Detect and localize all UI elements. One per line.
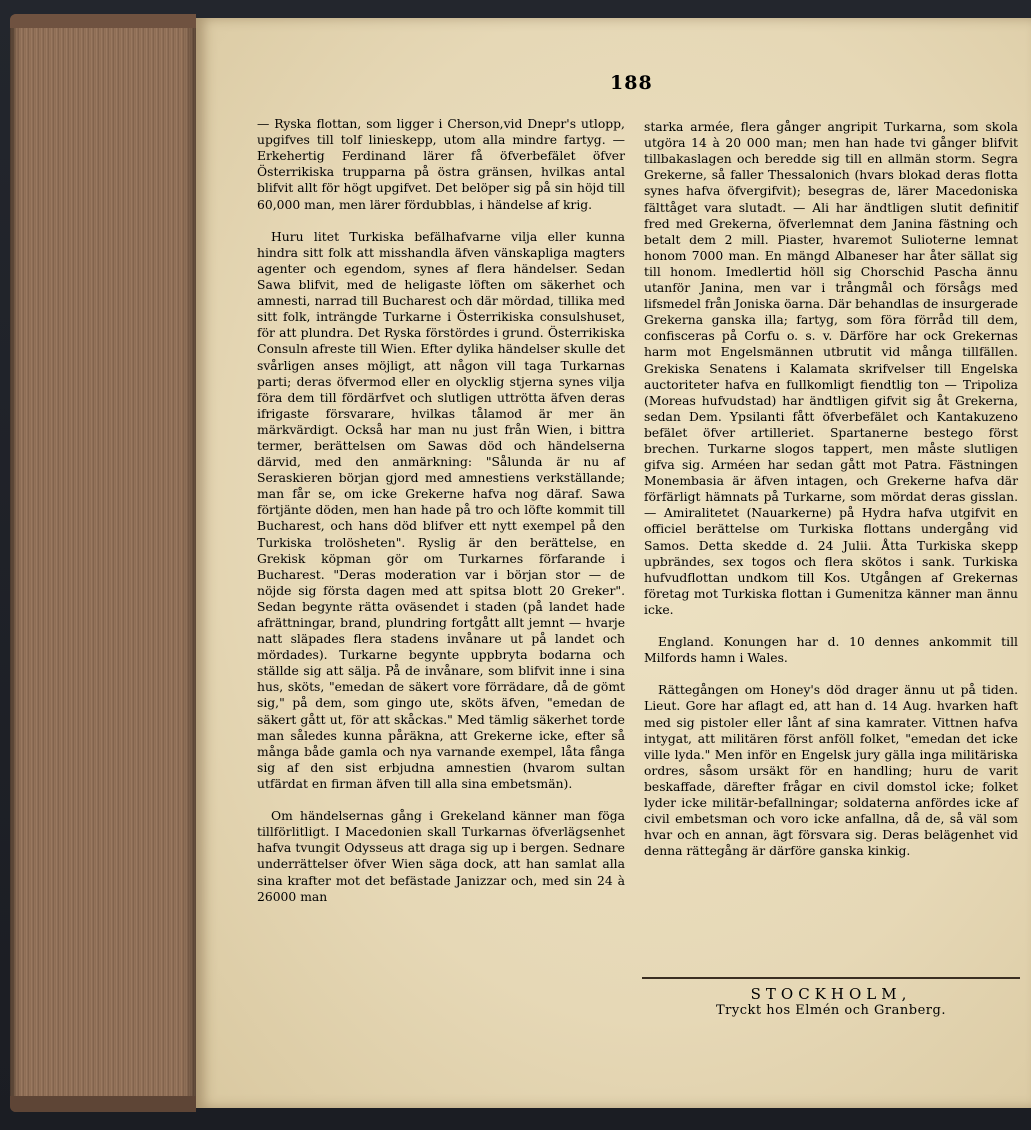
right-paragraph-england: England. Konungen har d. 10 dennes ankommit till Milfords hamn i Wales. — [644, 635, 1018, 666]
left-paragraph-2: Huru litet Turkiska befälhafvarne vilja eller kunna hindra sitt folk att misshandla äfven vänskapliga magters agenter och egendom, synes af flera händelser. Sedan Sawa blifvit, med de heligaste löften om säkerhet och amnesti, narrad till Bucharest och där mördad, tillika med sitt folk, inträngde Turkarne i Österrikiska consulshuset, för att plundra. Det Ryska förstördes i grund. Österrikiska Consuln afreste till Wien. Efter dylika händelser skulle det svårligen anses möjligt, att någon vill taga Turkarnas parti; deras öfvermod eller en olycklig stjerna synes vilja föra dem till fördärfvet och slutligen uttrötta äfven deras ifrigaste försvarare, hvilkas tålamod är mer än märkvärdigt. Också har man nu just från Wien, i bittra termer, berättelsen om Sawas död och händelserna därvid, med den anmärkning: "Sålunda är nu af Seraskieren början gjord med amnestiens verkställande; man får se, om icke Grekerne hafva nog däraf. Sawa förtjänte döden, men han hade på tro och löfte kommit till Bucharest, och hans död blifver ett nytt exempel på den Turkiska trolösheten". Ryslig är den berättelse, en Grekisk köpman gör om Turkarnes förfarande i Bucharest. "Deras moderation var i början stor — de nöjde sig första dagen med att spitsa blott 20 Greker". Sedan begynte rätta oväsendet i staden (på landet hade afrättningar, brand, plundring fortgått allt jemnt — hvarje natt släpades flera stadens invånare ut på landet och mördades). Turkarne begynte uppbryta bodarna och ställde sig att sälja. På de invånare, som blifvit inne i sina hus, sköts, "emedan de säkert vore förrädare, då de gömt sig," på dem, som gingo ute, sköts äfven, "emedan de säkert gått ut, för att skåckas." Med tämlig säkerhet torde man således kunna påräkna, att Grekerne icke, efter så många både gamla och nya varnande exempel, låta fånga sig af den sist erbjudna amnestien (hvarom sultan utfärdat en firman äfven till alla sina embetsmän). — [257, 229, 625, 791]
page-number: 188 — [610, 72, 653, 94]
imprint-printer: Tryckt hos Elmén och Granberg. — [716, 1003, 946, 1018]
imprint-rule — [642, 977, 1020, 979]
left-column — [257, 100, 625, 921]
right-paragraph-1: starka armée, flera gånger angripit Turkarna, som skola utgöra 14 à 20 000 man; men han hade tvi gånger blifvit tillbakaslagen och beredde sig till en allmän storm. Segra Grekerne, så faller Thessalonich (hvars blokad deras flotta synes hafva öfvergifvit); besegras de, lärer Macedoniska fälttåget vara slutadt. — Ali har ändtligen slutit definitif fred med Grekerna, öfverlemnat dem Janina fästning och betalt dem 2 mill. Piaster, hvaremot Sulioterne lemnat honom 7000 man. En mängd Albaneser har åter sällat sig till honom. Imedlertid höll sig Chorschid Pascha ännu utanför Janina, men var i trångmål och försågs med lifsmedel från Joniska öarna. Där behandlas de insurgerade Grekerna ganska illa; fartyg, som föra förråd till dem, confisceras på Corfu o. s. v. Därföre har ock Grekernas harm mot Engelsmännen utbrutit vid många tillfällen. Grekiska Senatens i Kalamata skrifvelser till Engelska auctoriteter hafva en fullkomligt fiendtlig ton — Tripoliza (Moreas hufvudstad) har ändtligen gifvit sig åt Grekerna, sedan Dem. Ypsilanti fått öfverbefälet och Kantakuzeno befälet öfver artilleriet. Spartanerne bestego först brechen. Turkarne slogos tappert, men måste slutligen gifva sig. Arméen har sedan gått mot Patra. Fästningen Monembasia är äfven intagen, och Grekerne hafva där förfärligt hämnats på Turkarne, som mördat deras gisslan. — Amiralitetet (Nauarkerne) på Hydra hafva utgifvit en officiel berättelse om Turkiska flottans undergång vid Samos. Detta skedde d. 24 Julii. Åtta Turkiska skepp upbrändes, sex togos och flera skötos i sank. Turkiska hufvudflottan undkom till Kos. Utgången af Grekernas företag mot Turkiska flottan i Gumenitza känner man ännu icke. — [644, 120, 1018, 617]
book-page-edges — [10, 14, 196, 1112]
right-paragraph-trial: Rättegången om Honey's död drager ännu ut på tiden. Lieut. Gore har aflagt ed, att han d. 14 Aug. hvarken haft med sig pistoler eller lånt af sina kamrater. Vittnen hafva intygat, att militären först anföll folket, "emedan det icke ville lyda." Men inför en Engelsk jury gälla inga militäriska ordres, såsom ursäkt för en handling; huru de varit beskaffade, därefter frågar en civil domstol icke; folket lyder icke militär-befallningar; soldaterna anfördes icke af civil embetsman och voro icke anfallna, då de, så väl som hvar och en annan, ägt försvara sig. Deras belägenhet vid denna rättegång är därföre ganska kinkig. — [644, 683, 1018, 859]
left-paragraph-3: Om händelsernas gång i Grekeland känner man föga tillförlitligt. I Macedonien skall Turkarnas öfverlägsenhet hafva tvungit Odysseus att draga sig up i bergen. Sednare underrättelser öfver Wien säga dock, att han samlat alla sina krafter mot det befästade Janizzar och, med sin 24 à 26000 man — [257, 809, 625, 904]
right-column — [644, 103, 1018, 876]
left-paragraph-1: — Ryska flottan, som ligger i Cherson,vid Dnepr's utlopp, upgifves till tolf linieskepp, utom alla mindre fartyg. — Erkehertig Ferdinand lärer få öfverbefälet öfver Österrikiska trupparna på östra gränsen, hvilkas antal blifvit allt för högt upgifvet. Det belöper sig på sin höjd till 60,000 man, men lärer fördubblas, i händelse af krig. — [257, 117, 625, 212]
imprint-city: STOCKHOLM, — [750, 985, 912, 1003]
book-edge-top — [10, 14, 196, 28]
book-edge-bottom — [10, 1096, 196, 1112]
